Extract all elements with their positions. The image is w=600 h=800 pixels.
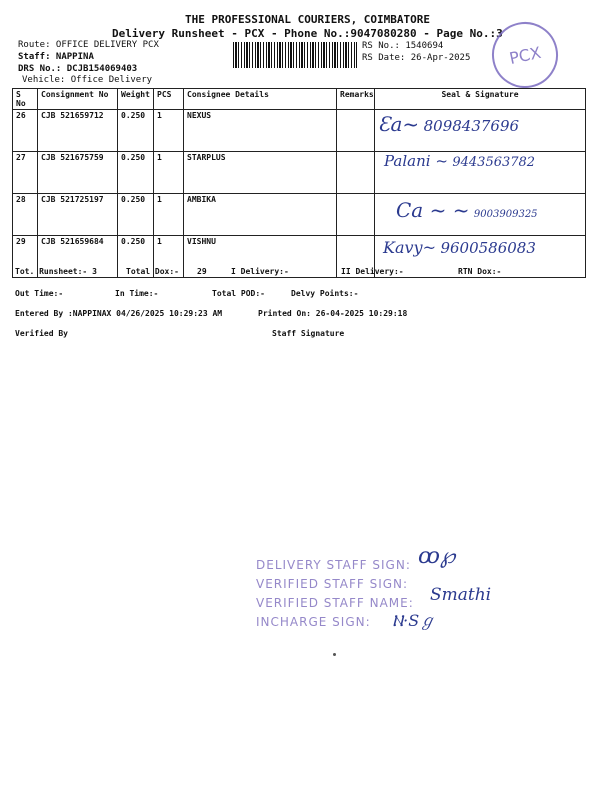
in-time: In Time:- [115, 289, 159, 298]
cell-pcs: 1 [154, 236, 184, 278]
cell-pcs: 1 [154, 152, 184, 194]
verification-stamp [256, 556, 414, 632]
pcx-stamp: PCX [486, 16, 564, 94]
cell-sno: 28 [13, 194, 38, 236]
cell-consignee: VISHNU [184, 236, 337, 278]
tot-runsheet: Tot. Runsheet:- 3 [15, 267, 97, 276]
stamp-line-verified-staff-sign: VERIFIED STAFF SIGN: [256, 577, 409, 591]
cell-weight: 0.250 [118, 152, 154, 194]
cell-remarks [337, 152, 375, 194]
ii-delivery: II Delivery:- [341, 267, 404, 276]
cell-weight: 0.250 [118, 110, 154, 152]
stamp-line-verified-staff-name: VERIFIED STAFF NAME: [256, 596, 414, 610]
signature-row-27: Palani ~ 9443563782 [384, 152, 536, 170]
cell-remarks [337, 194, 375, 236]
col-pcs: PCS [154, 89, 184, 110]
stamp-line-delivery-staff-sign: DELIVERY STAFF SIGN: [256, 558, 411, 572]
i-delivery: I Delivery:- [231, 267, 289, 276]
cell-consignment: CJB 521659684 [38, 236, 118, 278]
col-sno: S No [13, 89, 38, 110]
cell-consignee: STARPLUS [184, 152, 337, 194]
cell-consignee: NEXUS [184, 110, 337, 152]
cell-consignment: CJB 521725197 [38, 194, 118, 236]
incharge-signature: Ⲛ·Sℊ [392, 611, 436, 630]
out-time: Out Time:- [15, 289, 64, 298]
col-consignment: Consignment No [38, 89, 118, 110]
rtn-dox: RTN Dox:- [458, 267, 502, 276]
cell-sno: 29 [13, 236, 38, 278]
verified-staff-name-handwritten: Smathi [430, 585, 492, 605]
stamp-line-incharge-sign: INCHARGE SIGN: [256, 615, 371, 629]
staff-signature: Staff Signature [272, 329, 345, 338]
signature-row-28: Ca ~ ~ 9003909325 [396, 198, 538, 222]
signature-row-29: Kavy~ 9600586083 [383, 238, 536, 257]
cell-weight: 0.250 [118, 194, 154, 236]
cell-weight: 0.250 [118, 236, 154, 278]
runsheet-title: Delivery Runsheet - PCX - Phone No.:9047080280 - Page No.:3 [112, 27, 503, 40]
col-remarks: Remarks [337, 89, 375, 110]
cell-sno: 27 [13, 152, 38, 194]
cell-pcs: 1 [154, 194, 184, 236]
cell-remarks [337, 110, 375, 152]
verified-by: Verified By [15, 329, 68, 338]
staff-label: Staff: NAPPINA [18, 52, 94, 62]
total-dox-value: 29 [197, 267, 207, 276]
rs-date: RS Date: 26-Apr-2025 [362, 53, 471, 63]
ink-dot [333, 653, 336, 656]
table-header-row [13, 89, 586, 110]
col-consignee: Consignee Details [184, 89, 337, 110]
entered-by: Entered By :NAPPINAX 04/26/2025 10:29:23 AM [15, 309, 223, 318]
company-title: THE PROFESSIONAL COURIERS, COIMBATORE [185, 13, 431, 26]
route-label: Route: OFFICE DELIVERY PCX [18, 40, 159, 50]
delvy-points: Delvy Points:- [291, 289, 359, 298]
total-pod: Total POD:- [212, 289, 265, 298]
rs-number: RS No.: 1540694 [362, 41, 444, 51]
barcode [233, 42, 357, 68]
delivery-staff-signature: ꝏ℘ [418, 544, 456, 569]
cell-sno: 26 [13, 110, 38, 152]
cell-pcs: 1 [154, 110, 184, 152]
cell-consignment: CJB 521675759 [38, 152, 118, 194]
printed-on: Printed On: 26-04-2025 10:29:18 [258, 309, 408, 318]
col-weight: Weight [118, 89, 154, 110]
col-signature: Seal & Signature [375, 89, 586, 110]
signature-row-26: Ɛa~ 8098437696 [378, 112, 520, 136]
vehicle-label: Vehicle: Office Delivery [22, 75, 153, 85]
cell-consignee: AMBIKA [184, 194, 337, 236]
cell-consignment: CJB 521659712 [38, 110, 118, 152]
drs-number: DRS No.: DCJB154069403 [18, 64, 138, 74]
total-dox-label: Total Dox:- [126, 267, 179, 276]
